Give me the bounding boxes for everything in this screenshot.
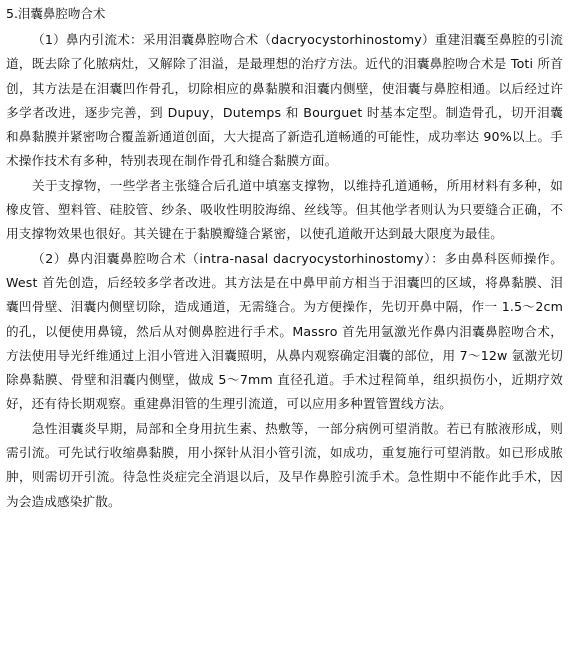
paragraph-intranasal-drainage: （1）鼻内引流术：采用泪囊鼻腔吻合术（dacryocystorhinostomy）重建泪囊至鼻腔的引流道，既去除了化脓病灶，又解除了泪溢，是最理想的治疗方法。近代的泪囊鼻腔吻合术是 Toti 所首创，其方法是在泪囊凹作骨孔，切除相应的鼻黏膜和泪囊内侧壁，使泪囊与鼻腔相通。以后经过许多学者改进，逐步完善，到 Dupuy，Dutemps 和 Bourguet 时基本定型。制造骨孔，切开泪囊和鼻黏膜并紧密吻合覆盖新通道创面，大大提高了新造孔道畅通的可能性，成功率达 90%以上。手术操作技术有多种，特别表现在制作骨孔和缝合黏膜方面。: [6, 32, 563, 169]
paragraph-acute-dacryocystitis: 急性泪囊炎早期，局部和全身用抗生素、热敷等，一部分病例可望消散。若已有脓液形成，则需引流。可先试行收缩鼻黏膜，用小探针从泪小管引流，如成功，重复施行可望消散。如已形成脓肿，则需切开引流。待急性炎症完全消退以后，及早作鼻腔引流手术。急性期中不能作此手术，因为会造成感染扩散。: [6, 420, 563, 509]
paragraph-support-material: 关于支撑物，一些学者主张缝合后孔道中填塞支撑物，以维持孔道通畅，所用材料有多种，如橡皮管、塑料管、硅胶管、纱条、吸收性明胶海绵、丝线等。但其他学者则认为只要缝合正确，不用支撑物效果也很好。其关键在于黏膜瓣缝合紧密，以使孔道敞开达到最大限度为最佳。: [6, 177, 563, 242]
paragraph-endonasal-dcr: （2）鼻内泪囊鼻腔吻合术（intra-nasal dacryocystorhinostomy）：多由鼻科医师操作。West 首先创造，后经较多学者改进。其方法是在中鼻甲前方相当于泪囊凹的区域，将鼻黏膜、泪囊凹骨壁、泪囊内侧壁切除，造成通道，无需缝合。为方便操作，先切开鼻中隔，作一 1.5～2cm 的孔，以便使用鼻镜，然后从对侧鼻腔进行手术。Massro 首先用氩激光作鼻内泪囊鼻腔吻合术，方法使用导光纤维通过上泪小管进入泪囊照明，从鼻内观察确定泪囊的部位，用 7～12w 氩激光切除鼻黏膜、骨壁和泪囊内侧壁，做成 5～7mm 直径孔道。手术过程简单，组织损伤小，近期疗效好，还有待长期观察。重建鼻泪管的生理引流道，可以应用多种置管置线方法。: [6, 250, 563, 412]
section-heading: 5.泪囊鼻腔吻合术: [6, 6, 106, 21]
